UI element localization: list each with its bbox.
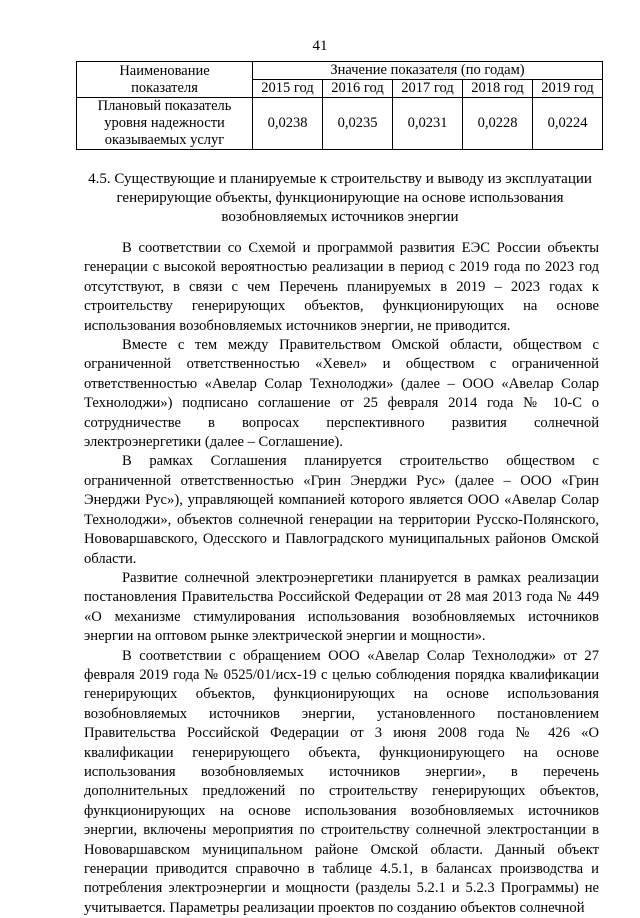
- value-cell: 0,0224: [533, 98, 603, 150]
- value-cell: 0,0228: [463, 98, 533, 150]
- year-header: 2015 год: [253, 80, 323, 98]
- paragraph: В соответствии со Схемой и программой развития ЕЭС России объекты генерации с высокой вероятностью реализации в период с 2019 года по 2023 год отсутствуют, в связи с чем Перечень планируемых в 2019 – 2023 годах к строительству генерирующих объектов, функционирующих на основе использования возобновляемых источников энергии, не приводится.: [84, 240, 599, 334]
- value-cell: 0,0231: [393, 98, 463, 150]
- header-values: Значение показателя (по годам): [253, 62, 603, 80]
- year-header: 2019 год: [533, 80, 603, 98]
- reliability-indicator-table: [76, 61, 603, 150]
- paragraph: Вместе с тем между Правительством Омской области, обществом с ограниченной ответственностью «Хевел» и обществом с ограниченной ответственностью «Авелар Солар Технолоджи» (далее – ООО «Авелар Солар Технолоджи») подписано соглашение от 25 февраля 2014 года № 10-С о сотрудничестве в вопросах перспективного развития солнечной электроэнергетики (далее – Соглашение).: [84, 337, 599, 451]
- page-number: 41: [312, 38, 328, 54]
- header-indicator-name: [77, 62, 253, 98]
- header-name-line2: показателя: [131, 79, 198, 96]
- table-row: [77, 98, 603, 150]
- year-header: 2016 год: [323, 80, 393, 98]
- paragraph: Развитие солнечной электроэнергетики планируется в рамках реализации постановления Правительства Российской Федерации от 28 мая 2013 года № 449 «О механизме стимулирования использования возобновляемых источников энергии на оптовом рынке электрической энергии и мощности».: [84, 569, 599, 645]
- paragraph: В соответствии с обращением ООО «Авелар Солар Технолоджи» от 27 февраля 2019 года № 0525/01/исх-19 с целью соблюдения порядка квалификации генерирующих объектов, функционирующих на основе использования возобновляемых источников энергии, установленного постановлением Правительства Российской Федерации от 3 июня 2008 года № 426 «О квалификации генерирующего объекта, функционирующего на основе использования возобновляемых источников энергии», в перечень дополнительных предложений по строительству генерирующих объектов, функционирующих на основе использования возобновляемых источников энергии, включены мероприятия по строительству солнечной электростанции в Нововаршавском муниципальном районе Омской области. Данный объект генерации приводится справочно в таблице 4.5.1, в балансах производства и потребления электроэнергии и мощности (разделы 5.2.1 и 5.2.3 Программы) не учитывается. Параметры реализации проектов по созданию объектов солнечной: [84, 647, 599, 916]
- value-cell: 0,0235: [323, 98, 393, 150]
- section-heading: 4.5. Существующие и планируемые к строительству и выводу из эксплуатации генерирующие объекты, функционирующие на основе использования возобновляемых источников энергии: [88, 171, 592, 225]
- value-cell: 0,0238: [253, 98, 323, 150]
- table-header-row: [77, 62, 603, 80]
- year-header: 2017 год: [393, 80, 463, 98]
- header-name-line1: Наименование: [119, 62, 210, 79]
- row-indicator-name: Плановый показатель уровня надежности оказываемых услуг: [77, 98, 253, 150]
- body-text: [84, 239, 599, 918]
- paragraph: В рамках Соглашения планируется строительство обществом с ограниченной ответственностью «Грин Энерджи Рус» (далее – ООО «Грин Энерджи Рус»), управляющей компанией которого является ООО «Авелар Солар Технолоджи», объектов солнечной генерации на территории Русско-Полянского, Нововаршавского, Одесского и Павлоградского муниципальных районов Омской области.: [84, 453, 599, 567]
- year-header: 2018 год: [463, 80, 533, 98]
